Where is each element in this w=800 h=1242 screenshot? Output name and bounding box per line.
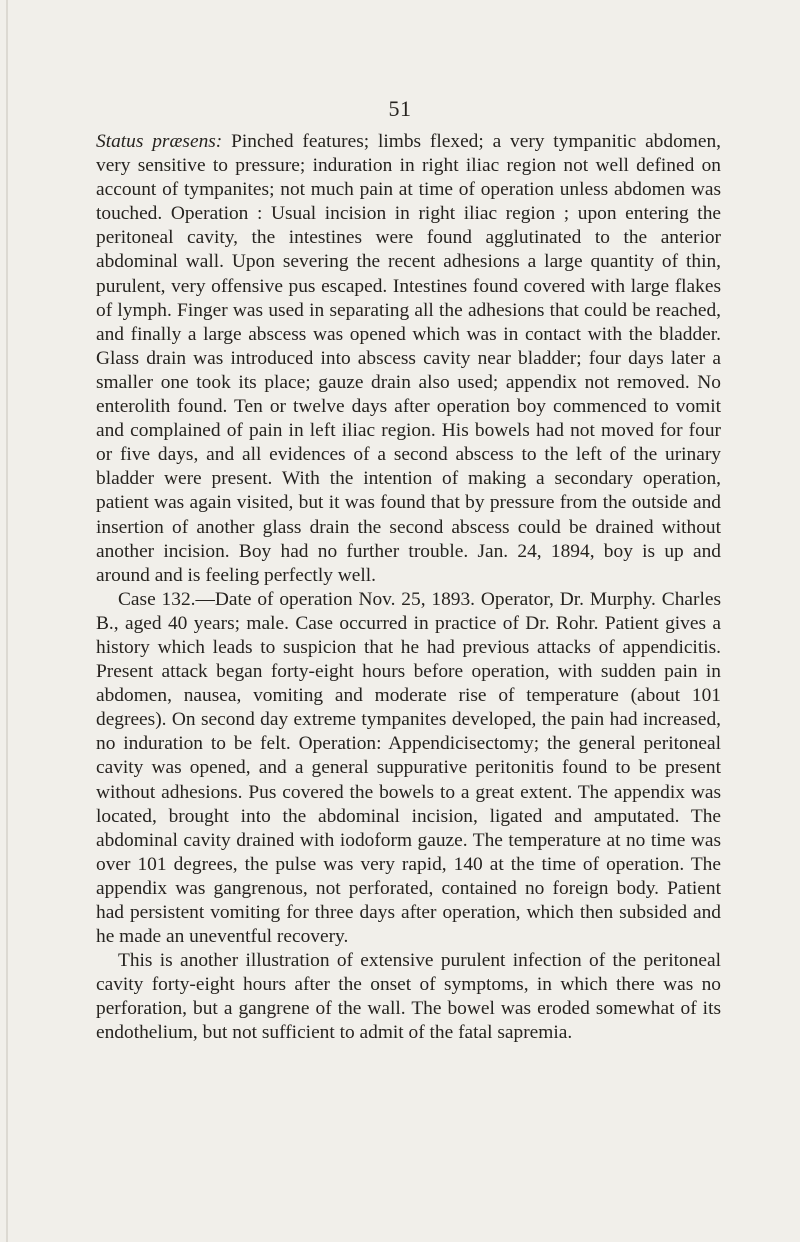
paragraph-1-text: Pinched features; limbs flexed; a very tympanitic abdomen, very sensitive to pressure; induration in right iliac region not well defined on account of tympanites; not much pain at time of operation unless abdomen was touched. Operation : Usual incision in right iliac region ; upon entering the peritoneal cavity, the intestines were found agglutinated to the anterior abdominal wall. Upon severing the recent adhesions a large quantity of thin, purulent, very offensive pus escaped. Intestines found covered with large flakes of lymph. Finger was used in separating all the adhesions that could be reached, and finally a large abscess was opened which was in contact with the bladder. Glass drain was introduced into abscess cavity near bladder; four days later a smaller one took its place; gauze drain also used; appendix not removed. No enterolith found. Ten or twelve days after operation boy commenced to vomit and complained of pain in left iliac region. His bowels had not moved for four or five days, and all evidences of a second abscess to the left of the urinary bladder were present. With the intention of making a secondary operation, patient was again visited, but it was found that by pressure from the outside and insertion of another glass drain the second abscess could be drained without another incision. Boy had no further trouble. Jan. 24, 1894, boy is up and around and is feeling perfectly well.	[96, 131, 721, 586]
paragraph-commentary: This is another illustration of extensive purulent infection of the peritoneal cavity forty-eight hours after the onset of symptoms, in which there was no perforation, but a gangrene of the wall. The bowel was eroded somewhat of its endothelium, but not sufficient to admit of the fatal sapremia.	[96, 950, 721, 1044]
status-praesens-heading: Status præsens:	[96, 131, 223, 152]
page-edge-shadow	[6, 0, 8, 1242]
paragraph-case-132: Case 132.—Date of operation Nov. 25, 1893. Operator, Dr. Murphy. Charles B., aged 40 years; male. Case occurred in practice of Dr. Rohr. Patient gives a history which leads to suspicion that he had previous attacks of appendicitis. Present attack began forty-eight hours before operation, with sudden pain in abdomen, nausea, vomiting and moderate rise of temperature (about 101 degrees). On second day extreme tympanites developed, the pain had increased, no induration to be felt. Operation: Appendicisectomy; the general peritoneal cavity was opened, and a general suppurative peritonitis found to be present without adhesions. Pus covered the bowels to a great extent. The appendix was located, brought into the abdominal incision, ligated and amputated. The abdominal cavity drained with iodoform gauze. The temperature at no time was over 101 degrees, the pulse was very rapid, 140 at the time of operation. The appendix was gangrenous, not perforated, contained no foreign body. Patient had persistent vomiting for three days after operation, which then subsided and he made an uneventful recovery.	[96, 588, 721, 948]
page-number: 51	[388, 96, 412, 121]
body-text	[96, 130, 721, 1046]
paragraph-status-praesens	[96, 130, 721, 588]
